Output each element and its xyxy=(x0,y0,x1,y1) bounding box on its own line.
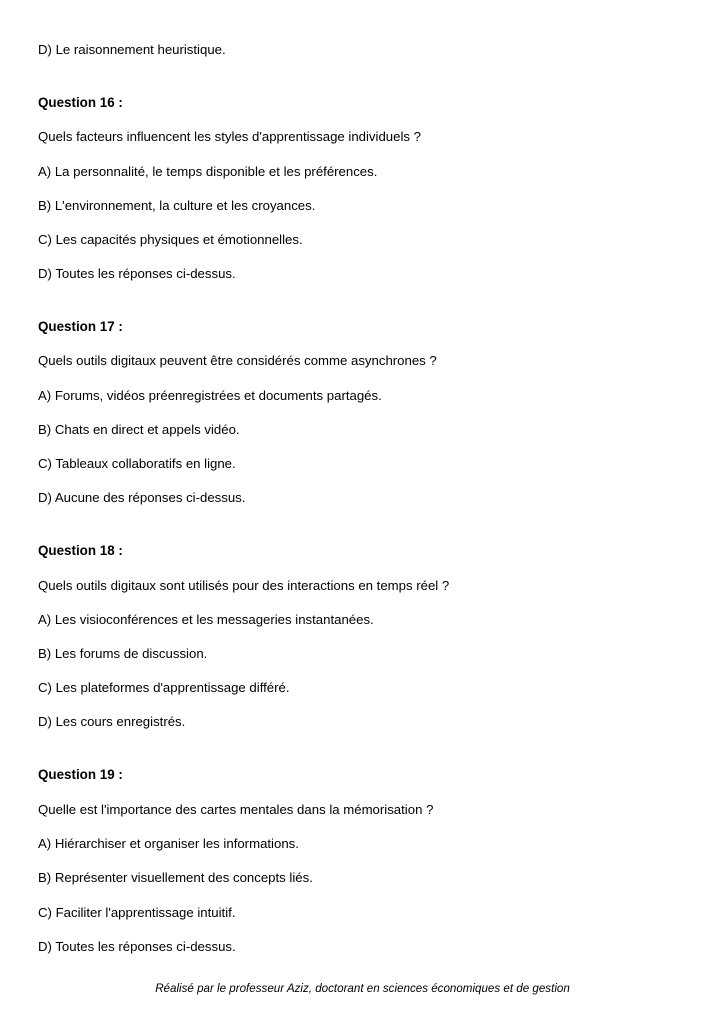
page-footer: Réalisé par le professeur Aziz, doctorant en sciences économiques et de gestion xyxy=(155,982,570,995)
question-16-prompt: Quels facteurs influencent les styles d'apprentissage individuels ? xyxy=(38,129,421,144)
question-16-option-c: C) Les capacités physiques et émotionnelles. xyxy=(38,232,303,247)
question-17-option-c: C) Tableaux collaboratifs en ligne. xyxy=(38,456,236,471)
question-17-option-d: D) Aucune des réponses ci-dessus. xyxy=(38,490,246,505)
question-18-option-b: B) Les forums de discussion. xyxy=(38,646,208,661)
question-19-option-d: D) Toutes les réponses ci-dessus. xyxy=(38,939,236,954)
question-19-option-a: A) Hiérarchiser et organiser les informations. xyxy=(38,836,299,851)
question-18-prompt: Quels outils digitaux sont utilisés pour des interactions en temps réel ? xyxy=(38,578,450,593)
question-18-option-d: D) Les cours enregistrés. xyxy=(38,714,186,729)
question-16-option-d: D) Toutes les réponses ci-dessus. xyxy=(38,266,236,281)
question-19-option-b: B) Représenter visuellement des concepts liés. xyxy=(38,870,313,885)
question-17-option-a: A) Forums, vidéos préenregistrées et documents partagés. xyxy=(38,388,382,403)
question-19-heading: Question 19 : xyxy=(38,767,123,782)
question-16-option-a: A) La personnalité, le temps disponible et les préférences. xyxy=(38,164,378,179)
question-18-option-c: C) Les plateformes d'apprentissage différé. xyxy=(38,680,290,695)
question-18-heading: Question 18 : xyxy=(38,543,123,558)
previous-answer-option-d: D) Le raisonnement heuristique. xyxy=(38,42,226,57)
question-17-option-b: B) Chats en direct et appels vidéo. xyxy=(38,422,240,437)
question-17-heading: Question 17 : xyxy=(38,319,123,334)
question-16-heading: Question 16 : xyxy=(38,95,123,110)
question-19-option-c: C) Faciliter l'apprentissage intuitif. xyxy=(38,905,236,920)
question-17-prompt: Quels outils digitaux peuvent être considérés comme asynchrones ? xyxy=(38,353,437,368)
question-18-option-a: A) Les visioconférences et les messageries instantanées. xyxy=(38,612,374,627)
question-19-prompt: Quelle est l'importance des cartes mentales dans la mémorisation ? xyxy=(38,802,434,817)
question-16-option-b: B) L'environnement, la culture et les croyances. xyxy=(38,198,316,213)
